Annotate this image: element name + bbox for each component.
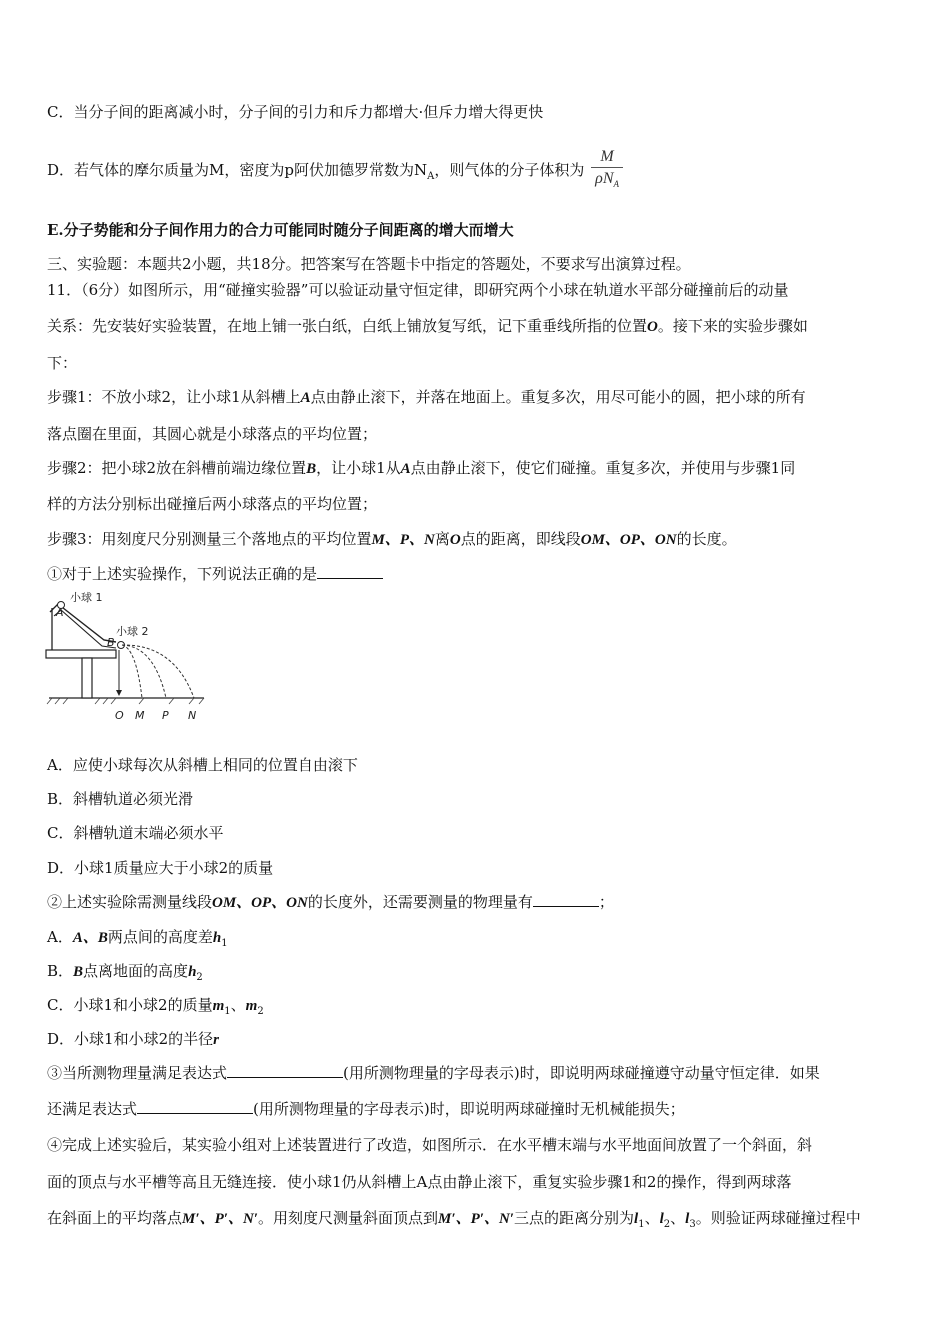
q2-option-d[interactable]: D．小球1和小球2的半径r bbox=[47, 1030, 219, 1048]
q4-line-1: ④完成上述实验后，某实验小组对上述装置进行了改造，如图所示．在水平槽末端与水平地面间放置了一个斜面，斜 bbox=[47, 1136, 813, 1154]
point-b-label: B bbox=[107, 636, 115, 649]
q3-expression-blank-1[interactable] bbox=[227, 1063, 343, 1078]
q2-option-b[interactable]: B．B点离地面的高度$h_2$ bbox=[47, 962, 203, 983]
step3-line: 步骤3：用刻度尺分别测量三个落地点的平均位置M、P、N离O点的距离，即线段OM、OP、ON的长度。 bbox=[47, 530, 737, 548]
q1-option-a[interactable]: A．应使小球每次从斜槽上相同的位置自由滚下 bbox=[47, 756, 358, 774]
step1-line-1: 步骤1：不放小球2，让小球1从斜槽上A点由静止滚下，并落在地面上。重复多次，用尽可能小的圆，把小球的所有 bbox=[47, 388, 806, 406]
ball2-label: 小球 2 bbox=[116, 625, 149, 638]
q11-line-3: 下： bbox=[47, 354, 78, 372]
q2-option-a[interactable]: A．A、B两点间的高度差$h_1$ bbox=[47, 928, 228, 949]
point-o-label: O bbox=[115, 709, 124, 722]
option-d-text: D．若气体的摩尔质量为M，密度为p阿伏加德罗常数为$N_A$，则气体的分子体积为 $\frac{M}{\rho N_A}$ bbox=[47, 140, 910, 207]
q2-answer-blank[interactable] bbox=[533, 892, 599, 907]
collision-apparatus-figure bbox=[44, 590, 214, 725]
q1-prompt: ①对于上述实验操作，下列说法正确的是 bbox=[47, 563, 910, 585]
q1-option-d[interactable]: D．小球1质量应大于小球2的质量 bbox=[47, 859, 274, 877]
step1-line-2: 落点圈在里面，其圆心就是小球落点的平均位置； bbox=[47, 425, 378, 443]
step2-line-1: 步骤2：把小球2放在斜槽前端边缘位置B，让小球1从A点由静止滚下，使它们碰撞。重复多次，并使用与步骤1同 bbox=[47, 459, 796, 477]
q4-line-3: 在斜面上的平均落点M′、P′、N′。用刻度尺测量斜面顶点到M′、P′、N′三点的距离分别为$l_1$、$l_2$、$l_3$。则验证两球碰撞过程中 bbox=[47, 1209, 861, 1230]
ball1-label: 小球 1 bbox=[70, 591, 103, 604]
option-e-text: E.分子势能和分子间作用力的合力可能同时随分子间距离的增大而增大 bbox=[47, 221, 514, 239]
point-m-label: M bbox=[135, 709, 145, 722]
step2-line-2: 样的方法分别标出碰撞后两小球落点的平均位置； bbox=[47, 495, 378, 513]
q3-line-2: 还满足表达式 (用所测物理量的字母表示)时，即说明两球碰撞时无机械能损失； bbox=[47, 1100, 685, 1118]
option-c-text: C．当分子间的距离减小时，分子间的引力和斥力都增大·但斥力增大得更快 bbox=[47, 103, 544, 121]
q2-option-c[interactable]: C．小球1和小球2的质量$m_1$、$m_2$ bbox=[47, 996, 264, 1017]
q1-option-b[interactable]: B．斜槽轨道必须光滑 bbox=[47, 790, 194, 808]
q2-prompt: ②上述实验除需测量线段OM、OP、ON的长度外，还需要测量的物理量有 ； bbox=[47, 893, 614, 911]
point-n-label: N bbox=[188, 709, 197, 722]
q4-line-2: 面的顶点与水平槽等高且无缝连接．使小球1仍从斜槽上A点由静止滚下，重复实验步骤1和2的操作，得到两球落 bbox=[47, 1173, 792, 1191]
q11-line-1: 11．（6分）如图所示，用“碰撞实验器”可以验证动量守恒定律，即研究两个小球在轨道水平部分碰撞前后的动量 bbox=[47, 281, 789, 299]
section-heading: 三、实验题：本题共2小题，共18分。把答案写在答题卡中指定的答题处，不要求写出演算过程。 bbox=[47, 255, 691, 273]
q11-line-2: 关系：先安装好实验装置，在地上铺一张白纸，白纸上铺放复写纸，记下重垂线所指的位置O。接下来的实验步骤如 bbox=[47, 317, 808, 335]
point-p-label: P bbox=[162, 709, 169, 722]
q3-line-1: ③当所测物理量满足表达式 (用所测物理量的字母表示)时，即说明两球碰撞遵守动量守恒定律．如果 bbox=[47, 1064, 820, 1082]
q3-expression-blank-2[interactable] bbox=[137, 1099, 253, 1114]
q1-answer-blank[interactable] bbox=[317, 564, 383, 579]
q1-option-c[interactable]: C．斜槽轨道末端必须水平 bbox=[47, 824, 224, 842]
point-a-label: A bbox=[56, 606, 64, 619]
molecular-volume-fraction: $\frac{M}{\rho N_A}$ bbox=[591, 147, 623, 195]
